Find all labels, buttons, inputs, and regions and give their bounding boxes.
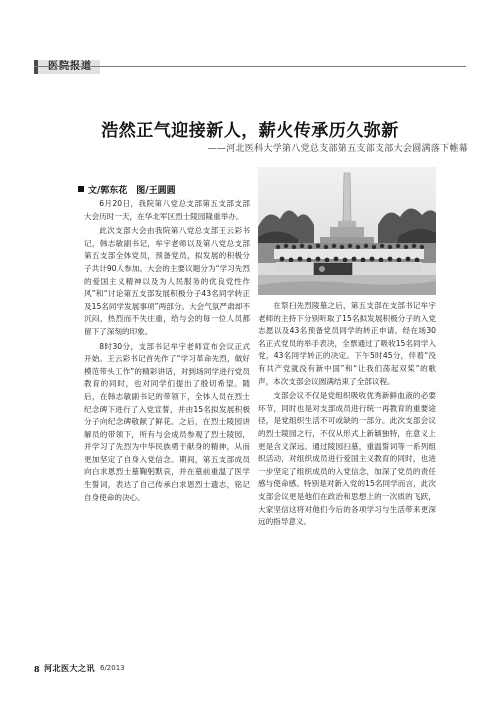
issue-number: 6/2013 xyxy=(100,664,125,672)
right-column xyxy=(258,300,436,529)
magazine-name: 河北医大之讯 xyxy=(44,663,95,673)
section-tag xyxy=(34,60,100,74)
paragraph: 在祭扫先烈陵墓之后，第五支部在支部书记牟宇老师的主持下分别听取了15名拟发展积极分子的入党志愿以及43名预备党员同学的转正申请。经在场30名正式党员的举手表决，全票通过了吸收15名同学入党，43名同学转正的决定。下午5时45分，伴着“没有共产党就没有新中国”和“让我们荡起双桨”的歌声，本次支部会议圆满结束了全部议程。 xyxy=(258,301,436,386)
page-number: 8 xyxy=(34,664,40,674)
group-photo xyxy=(258,167,436,295)
article-title: 浩然正气迎接新人，薪火传承历久弥新 xyxy=(101,121,399,141)
paragraph: 8时30分，支部书记牟宇老师宣布会议正式开始。王云彩书记首先作了“学习革命先烈，做好模范带头工作”的精彩讲话，对到场同学进行党员教育的同时，也对同学们提出了殷切希望。随后，在韩志敏副书记的带领下，全体人员在烈士纪念碑下进行了入党宣誓，并由15名拟发展积极分子向纪念碑敬献了鲜花。之后，在烈士陵园讲解员的带领下，所有与会成员参观了烈士陵园，并学习了先烈为中华民族勇于献身的精神，从而更加坚定了自身入党信念。期间，第五支部成员向白求恩烈士墓鞠躬默哀，并在墓前重温了医学生誓词，表达了自己传承白求恩烈士遗志，铭记自身使命的决心。 xyxy=(84,341,250,502)
header-rule xyxy=(34,66,466,67)
paragraph: 6月20日，我院第八党总支部第五支部支部大会历时一天，在华北军区烈士陵园隆重举办。 xyxy=(84,199,250,221)
left-column xyxy=(84,198,250,504)
square-bullet-icon xyxy=(78,186,84,192)
article-byline xyxy=(78,183,176,196)
byline-text: 文/郭东花 图/王圆圆 xyxy=(88,186,176,196)
group-photo-image xyxy=(258,167,436,295)
paragraph: 此次支部大会由我院第八党总支部王云彩书记，韩志敏副书记，牟宇老师以及第八党总支部第五支部全体党员，预备党员，拟发展的积极分子共计90人参加。大会的主要议题分为“学习先烈的爱国主义精神以及为人民服务的优良党性作风”和“讨论第五支部发展积极分子43名同学转正及15名同学发展事项”两部分。大会气氛严肃却不沉闷，热烈而不失庄重，给与会的每一位人员都留下了深刻的印象。 xyxy=(84,226,250,336)
article-subtitle: ——河北医科大学第八党总支部第五支部支部大会圆满落下帷幕 xyxy=(207,144,468,154)
paragraph: 支部会议不仅是党组织吸收优秀新鲜血液的必要环节，同时也是对支部成员进行统一再教育的重要途径，是党组织生活不可或缺的一部分。此次支部会议的烈士陵园之行，不仅从形式上新颖独特，在意义上更是含义深远。通过陵园扫墓，重温誓词等一系列组织活动，对组织成员进行爱国主义教育的同时，也进一步坚定了组织成员的入党信念，加深了党员的责任感与使命感。特别是对新入党的15名同学而言，此次支部会议更是他们在政治和思想上的一次质的飞跃，大家坚信这将对他们今后的各项学习与生活带来更深远的指导意义。 xyxy=(258,391,436,527)
